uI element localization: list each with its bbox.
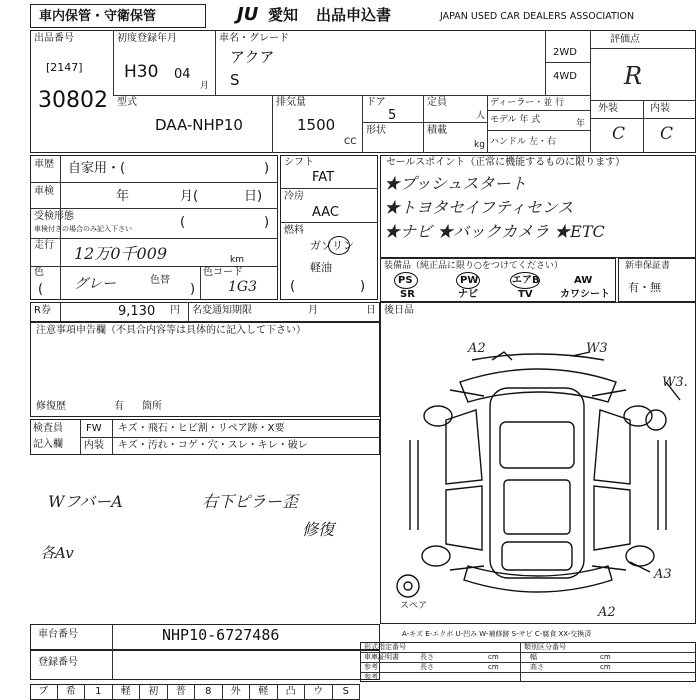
- bottom-strip-cell: 希: [58, 684, 86, 700]
- handwritten-misc: 各Av: [40, 544, 74, 562]
- acceptance-label: 受検形態: [34, 211, 74, 222]
- fuel-gasoline: ガソリン: [310, 239, 354, 252]
- chassis-value: NHP10-6727486: [162, 626, 280, 644]
- equipment-ps-circle: [394, 272, 418, 289]
- bottom-strip-cell: ブ: [30, 684, 58, 700]
- displacement-value: 1500: [297, 116, 336, 134]
- dealer-row1: ディーラー・並 行: [490, 98, 565, 108]
- capacity-unit: 人: [476, 111, 486, 121]
- handwritten-repair: 修復: [302, 520, 335, 539]
- recycle-unit: 円: [170, 305, 180, 316]
- fuel-paren: (: [290, 279, 296, 294]
- equipment-ps: PS: [398, 275, 413, 286]
- storage-note: 車内保管・守衛保管: [39, 9, 157, 24]
- repair-label: 修復歴: [36, 401, 66, 412]
- handwritten-pillar: 右下ピラー歪: [202, 492, 299, 511]
- equipment-pw-circle: [456, 272, 480, 289]
- inspector-label-1: 検査員: [33, 423, 63, 434]
- interior-grade: C: [660, 124, 674, 144]
- bottom-right-r2d: 幅: [530, 653, 537, 661]
- reg-number-row: [30, 650, 380, 680]
- recycle-label: R券: [34, 305, 51, 316]
- lot-sub-number: [2147]: [46, 61, 83, 74]
- color-label: 色: [34, 267, 44, 278]
- equipment-airbag: エアB: [512, 275, 540, 286]
- cooler-label: 冷房: [284, 191, 304, 202]
- bottom-strip-cell: 凸: [278, 684, 306, 700]
- model-name: アクア: [230, 48, 275, 66]
- acceptance-close: ): [264, 215, 270, 230]
- later-label: 後日品: [384, 305, 414, 316]
- logo-mark: JU: [237, 4, 259, 25]
- sales-point-3: ★ナビ ★バックカメラ ★ETC: [384, 222, 605, 241]
- dealer-row2: モデル 年 式: [490, 115, 541, 125]
- bottom-right-r2e: cm: [600, 653, 611, 661]
- reg-number-label: 登録番号: [38, 657, 78, 668]
- acceptance-note: 車検付きの場合のみ記入下さい: [34, 225, 132, 233]
- fuel-label: 燃料: [284, 225, 304, 236]
- exterior-grade: C: [612, 124, 626, 144]
- registration-month-unit: 月: [200, 81, 210, 91]
- doors-label: ドア: [366, 97, 386, 108]
- shift-label: シフト: [284, 157, 314, 168]
- bottom-right-r3d: 高さ: [530, 663, 544, 671]
- usage-close: ): [264, 161, 270, 176]
- interior-label: 内装: [650, 103, 670, 114]
- drive-2wd: 2WD: [553, 47, 577, 58]
- name-label: 車名・グレード: [219, 33, 289, 44]
- diagram-w3-front: W3: [586, 341, 608, 356]
- bottom-strip-cell: 軽: [113, 684, 141, 700]
- bottom-right-r1a: 形式指定番号: [364, 643, 406, 651]
- name-change-month: 月: [308, 305, 318, 316]
- inspector-fw-label: FW: [86, 423, 102, 434]
- mileage-value: 12万0千009: [74, 244, 168, 263]
- bottom-right-r4: 参考: [364, 673, 378, 681]
- diagram-spare-label: スペア: [400, 601, 428, 611]
- bottom-right-r3a: 参考: [364, 663, 378, 671]
- color-value: グレー: [74, 276, 116, 292]
- capacity-label: 定員: [427, 97, 447, 108]
- grade-name: S: [230, 71, 240, 89]
- diagram-a2-rear: A2: [598, 605, 616, 620]
- fuel-close: ): [360, 279, 366, 294]
- inspector-in-label: 内装: [84, 440, 104, 451]
- color-paren: (: [38, 282, 44, 297]
- association-name: JAPAN USED CAR DEALERS ASSOCIATION: [440, 11, 635, 22]
- doors-value: 5: [388, 108, 397, 123]
- usage-value: 自家用・(: [68, 161, 126, 176]
- cooler-value: AAC: [312, 205, 339, 220]
- grade-value: R: [624, 62, 643, 90]
- registration-label: 初度登録年月: [117, 33, 177, 44]
- type-value: DAA-NHP10: [155, 116, 243, 134]
- logo-text: 愛知: [268, 6, 299, 24]
- bottom-right-r3b: 長さ: [420, 663, 434, 671]
- dealer-year-unit: 年: [576, 119, 586, 129]
- notes-label: 注意事項申告欄（不具合内容等は具体的に記入して下さい）: [36, 325, 306, 336]
- mileage-unit: km: [230, 255, 244, 265]
- handwritten-windshield: WフバーA: [48, 492, 123, 511]
- color-code-label: 色コード: [203, 267, 243, 278]
- notes-box: [30, 322, 380, 417]
- bottom-strip-cell: 普: [168, 684, 196, 700]
- color-change-label: 色替: [150, 275, 170, 286]
- bottom-right-r3e: cm: [600, 663, 611, 671]
- repair-location: 箇所: [142, 401, 162, 412]
- equipment-tv: TV: [518, 289, 533, 300]
- inspection-year: 年: [116, 189, 130, 204]
- shape-label: 形状: [366, 125, 386, 136]
- bottom-strip-cell: 初: [140, 684, 168, 700]
- usage-label: 車歴: [34, 159, 54, 170]
- mileage-label: 走行: [34, 240, 54, 251]
- inspector-fw-items: キズ・飛石・ヒビ割・リペア跡・X要: [118, 423, 285, 434]
- equipment-aw: AW: [574, 275, 593, 286]
- shift-value: FAT: [312, 170, 335, 185]
- registration-year: H30: [124, 62, 159, 82]
- lot-label: 出品番号: [34, 33, 74, 44]
- inspector-in-items: キズ・汚れ・コゲ・穴・スレ・キレ・破レ: [118, 440, 308, 451]
- inspection-label: 車検: [34, 186, 54, 197]
- name-change-label: 名変通知期限: [192, 305, 252, 316]
- bottom-right-r1b: 類別区分番号: [524, 643, 566, 651]
- color-code-value: 1G3: [228, 279, 257, 295]
- displacement-label: 排気量: [276, 97, 306, 108]
- equipment-sr: SR: [400, 289, 415, 300]
- dealer-row3: ハンドル 左・右: [490, 137, 556, 147]
- sales-point-1: ★プッシュスタート: [384, 174, 527, 193]
- bottom-strip-cell: ウ: [305, 684, 333, 700]
- equipment-airbag-circle: [510, 272, 540, 289]
- damage-diagram: [380, 330, 696, 622]
- bottom-strip-cells: [30, 684, 360, 700]
- inspection-day: 日): [244, 189, 263, 204]
- name-change-day: 日: [366, 305, 376, 316]
- fuel-diesel: 軽油: [310, 261, 332, 274]
- type-label: 型式: [117, 97, 137, 108]
- storage-note-box: [30, 4, 206, 28]
- inspector-label-2: 記入欄: [33, 439, 63, 450]
- sales-points-label: セールスポイント（正常に機能するものに限ります）: [386, 157, 626, 168]
- diagram-a3-rear: A3: [654, 567, 672, 582]
- drive-4wd: 4WD: [553, 71, 577, 82]
- load-unit: kg: [474, 140, 485, 150]
- bottom-strip-cell: S: [333, 684, 361, 700]
- equipment-pw: PW: [460, 275, 479, 286]
- diagram-legend: A-キズ E-エクボ U-凹み W-補修跡 S-サビ C-腐食 XX-交換済: [402, 630, 592, 638]
- bottom-strip-cell: 軽: [250, 684, 278, 700]
- bottom-right-r2b: 長さ: [420, 653, 434, 661]
- bottom-strip-cell: 1: [85, 684, 113, 700]
- warranty-value: 有・無: [628, 281, 661, 294]
- sales-point-2: ★トヨタセイフティセンス: [384, 198, 574, 217]
- warranty-label: 新車保証書: [625, 261, 671, 271]
- load-label: 積載: [427, 125, 447, 136]
- bottom-strip-cell: 外: [223, 684, 251, 700]
- registration-month: 04: [174, 67, 191, 82]
- displacement-unit: CC: [344, 137, 357, 147]
- equipment-navi: ナビ: [458, 289, 478, 300]
- lot-number: 30802: [38, 88, 108, 113]
- exterior-label: 外装: [598, 103, 618, 114]
- equipment-leather-seat: カワシート: [560, 289, 610, 300]
- equipment-label: 装備品（純正品に限り○をつけてください）: [384, 261, 563, 271]
- bottom-right-r2a: 車庫証明書: [364, 653, 399, 661]
- fuel-selected-circle: [328, 236, 350, 255]
- diagram-w3-right: W3.: [662, 375, 688, 390]
- bottom-right-r3c: cm: [488, 663, 499, 671]
- grade-label: 評価点: [610, 34, 640, 45]
- bottom-right-r2c: cm: [488, 653, 499, 661]
- acceptance-paren: (: [180, 215, 186, 230]
- diagram-a2-front: A2: [468, 341, 486, 356]
- color-close: ): [190, 282, 196, 297]
- form-title: 出品申込書: [316, 6, 392, 24]
- inspection-month: 月(: [180, 189, 199, 204]
- bottom-strip-cell: 8: [195, 684, 223, 700]
- chassis-label: 車台番号: [38, 629, 78, 640]
- repair-value: 有: [114, 401, 124, 412]
- recycle-value: 9,130: [118, 304, 156, 319]
